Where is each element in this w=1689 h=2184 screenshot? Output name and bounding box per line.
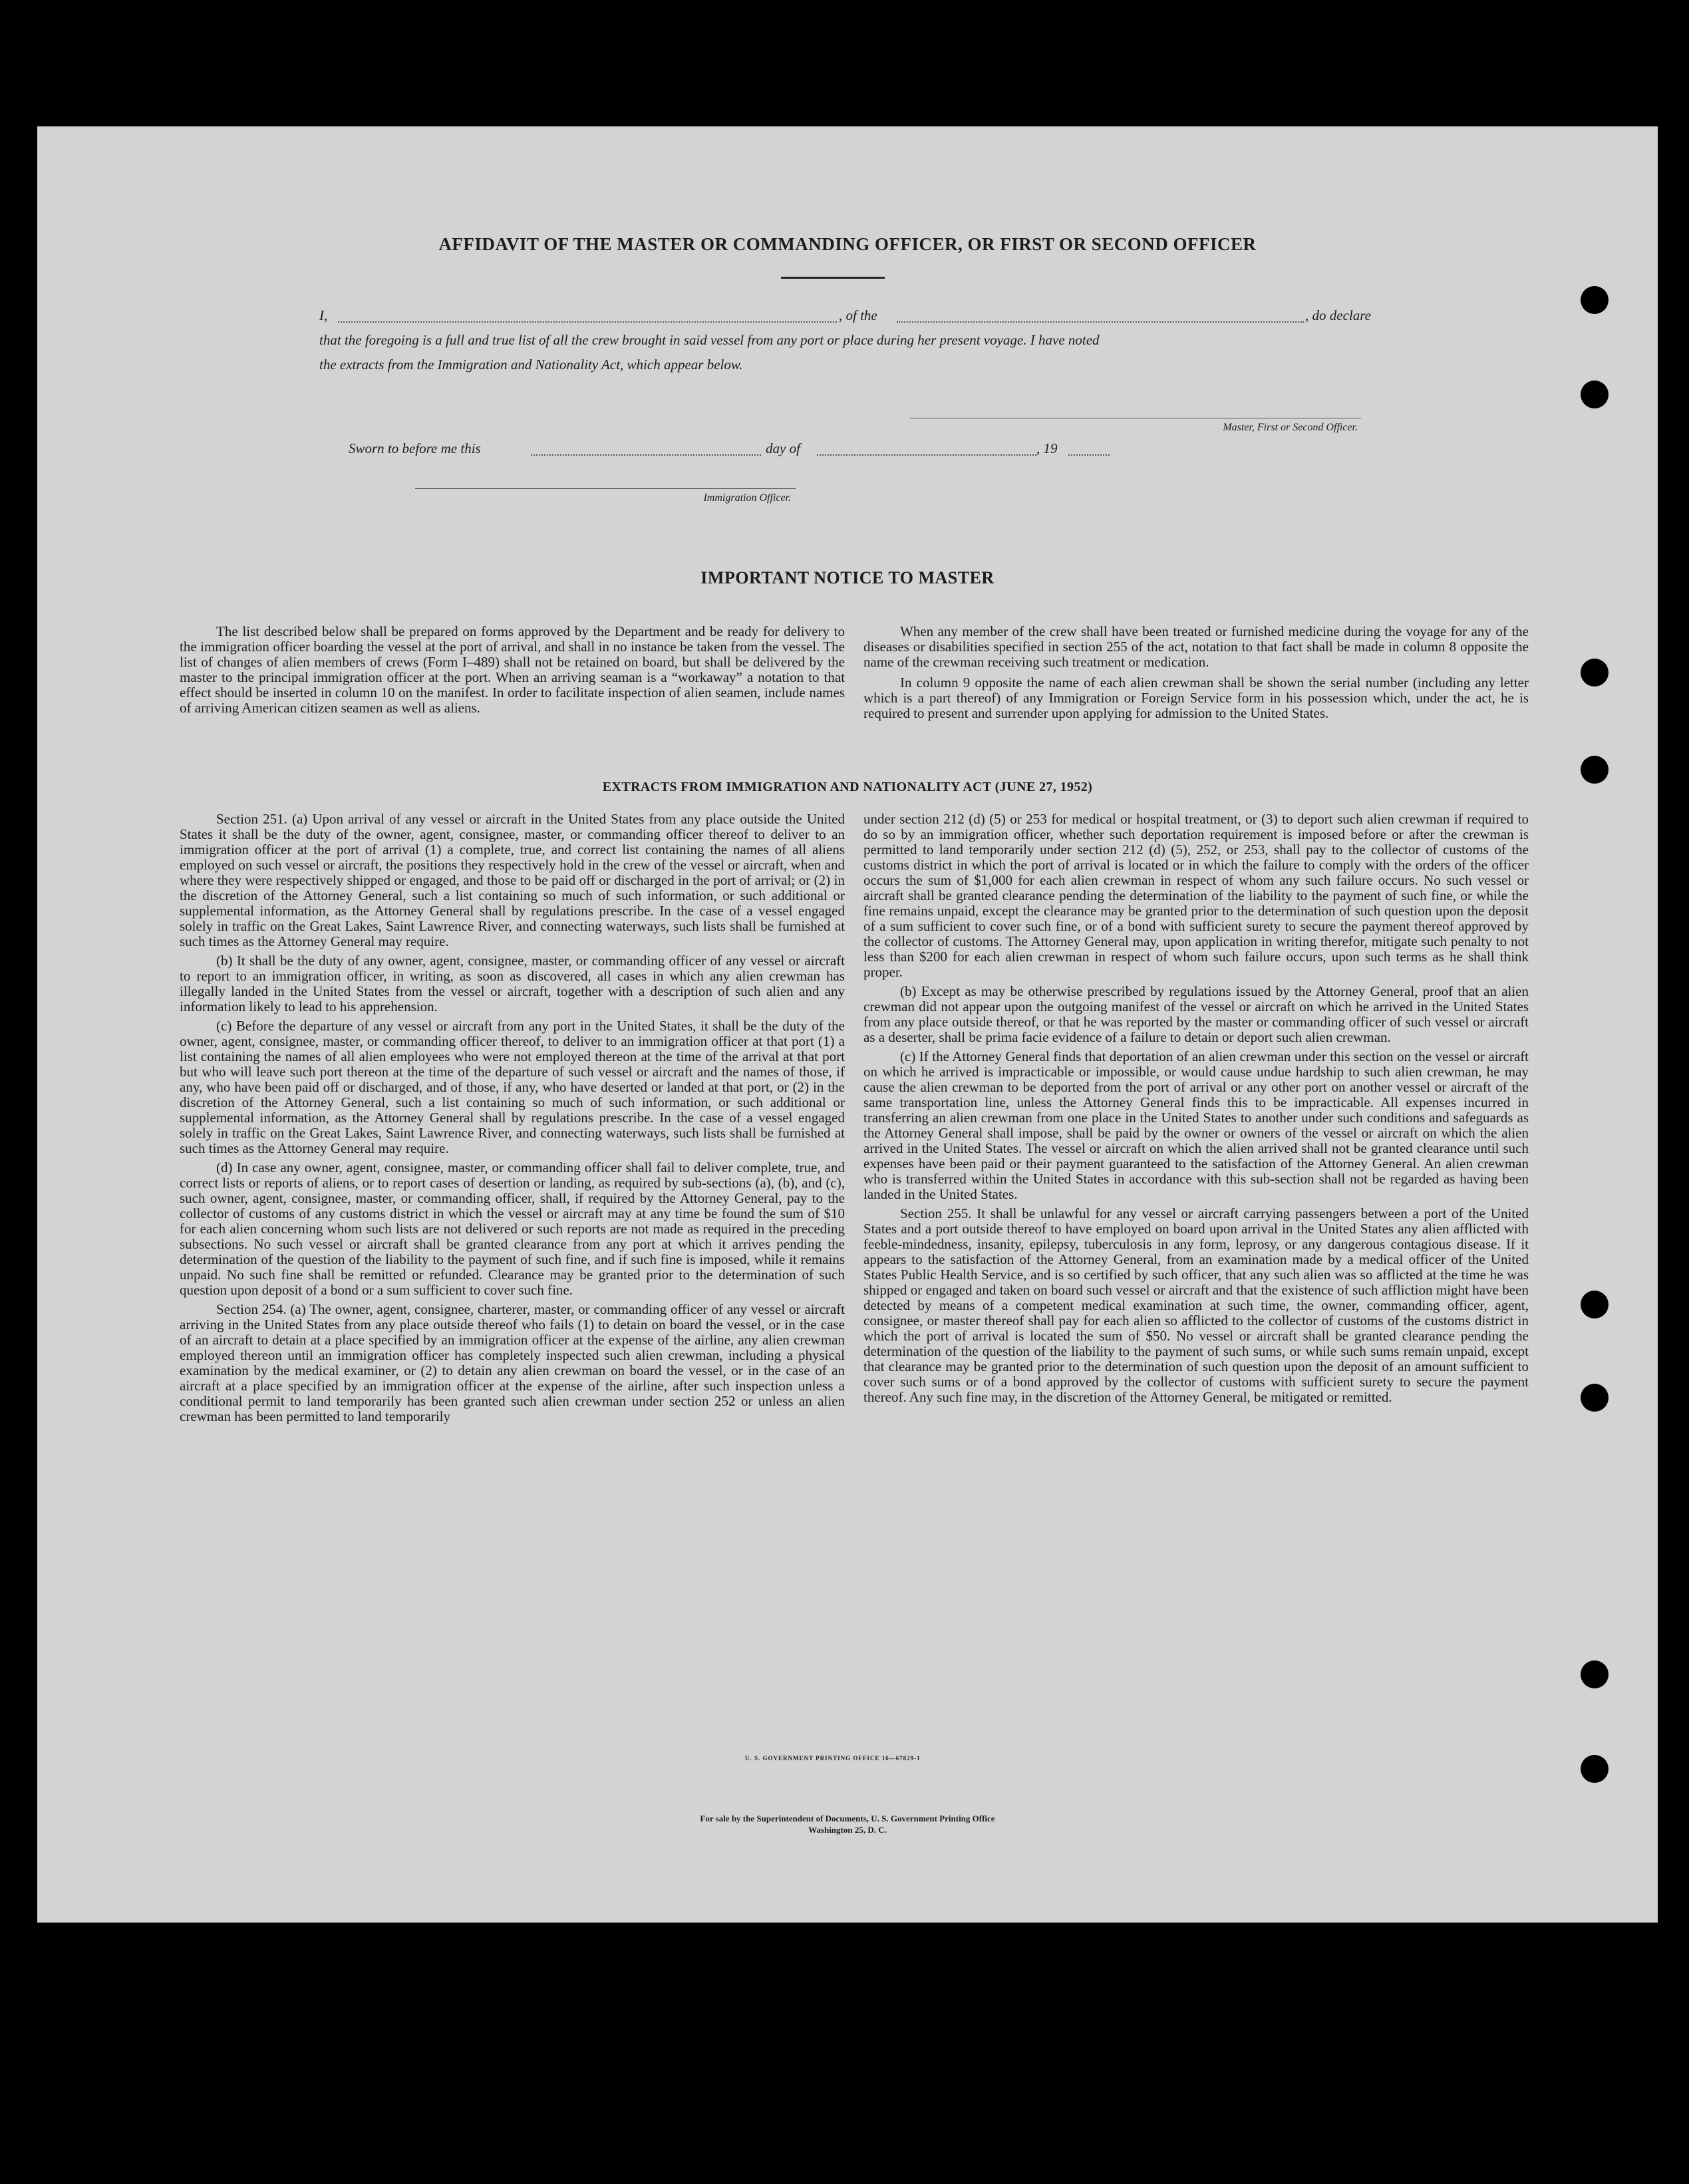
notice-left-paragraph: The list described below shall be prepared on forms approved by the Department and be ready for delivery to the immigration officer boarding the vessel at the port of arrival, and shall in no instance be taken from the vessel. The list of changes of alien members of crews (Form I–489) shall not be retained on board, but shall be delivered by the master to the principal immigration officer at the port. When an arriving seaman is a “workaway” a notation to that effect should be inserted in column 10 on the manifest. In order to facilitate inspection of alien seamen, include names of arriving American citizen seamen as well as aliens.: [180, 623, 845, 716]
section-254-a-continued: under section 212 (d) (5) or 253 for medical or hospital treatment, or (3) to deport such alien crewman if required to do so by an immigration officer, whether such deportation requirement is imposed before or after the crewman is permitted to land temporarily under section 212 (d) (5), 252, or 253, shall pay to the collector of customs of the customs district in which the port of arrival is located or in which the failure to comply with the orders of the officer occurs the sum of $1,000 for each alien crewman in respect of whom any such failure occurs. No such vessel or aircraft shall be granted clearance pending the determination of the liability to the payment of such fine, or while the fine remains unpaid, except the clearance may be granted prior to the determination of such question upon the deposit of a sum sufficient to cover such fine, or of a bond with sufficient surety to secure the payment thereof approved by the collector of customs. The Attorney General may, upon application in writing therefor, mitigate such penalty to not less than $200 for each alien crewman in respect of whom such failure occurs, upon such terms as he shall think proper.: [863, 811, 1529, 980]
vessel-field-line[interactable]: [897, 321, 1304, 323]
punch-hole: [1581, 659, 1609, 687]
section-254-b: (b) Except as may be otherwise prescribed by regulations issued by the Attorney General, proof that an alien crewman did not appear upon the outgoing manifest of the vessel or aircraft on which he arrived in the United States from any place outside thereof, or that he was reported by the master or commanding officer of such vessel or aircraft as a deserter, shall be prima facie evidence of a failure to detain or deport such alien crewman.: [863, 983, 1529, 1045]
extracts-left-column: [180, 812, 845, 1424]
title-rule: [781, 277, 885, 279]
day-of-label: day of: [766, 440, 800, 456]
gpo-imprint: U. S. GOVERNMENT PRINTING OFFICE 16—67829-1: [745, 1755, 921, 1762]
sworn-date-line[interactable]: [531, 454, 761, 456]
do-declare-label: , do declare: [1305, 307, 1371, 323]
section-251-d: (d) In case any owner, agent, consignee, master, or commanding officer shall fail to deliver complete, true, and correct lists or reports of aliens, or to report cases of desertion or landing, as required by sub-sections (a), (b), and (c), such owner, agent, consignee, master, or commanding officer, shall, if required by the Attorney General, pay to the collector of customs of any customs district in which the vessel or aircraft may at any time be found the sum of $10 for each alien concerning whom such lists are not delivered or such reports are not made as required in the preceding subsections. No such vessel or aircraft shall be granted clearance from any port at which it arrives pending the determination of the question of the liability to the payment of such fine, and if such fine is imposed, while it remains unpaid. No such fine shall be remitted or refunded. Clearance may be granted prior to the determination of such question upon deposit of a bond or a sum sufficient to cover such fine.: [180, 1160, 845, 1298]
notice-right-column: [863, 624, 1529, 721]
punch-hole: [1581, 756, 1609, 784]
section-254-c: (c) If the Attorney General finds that deportation of an alien crewman under this section on the vessel or aircraft on which he arrived is impracticable or impossible, or would cause undue hardship to such alien crewman, he may cause the alien crewman to be deported from the port of arrival or any other port on another vessel or aircraft of the same transportation line, unless the Attorney General finds this to be impracticable. All expenses incurred in transferring an alien crewman from one place in the United States to another under such conditions and safeguards as the Attorney General shall impose, shall be paid by the owner or owners of the vessel or aircraft on which the alien arrived in the United States. The vessel or aircraft on which the alien arrived shall not be granted clearance until such expenses have been paid or their payment guaranteed to the satisfaction of the Attorney General. An alien crewman who is transferred within the United States in accordance with this sub-section shall not be regarded as having been landed in the United States.: [863, 1048, 1529, 1202]
sale-notice-line-2: Washington 25, D. C.: [808, 1825, 887, 1835]
notice-title: IMPORTANT NOTICE TO MASTER: [700, 568, 995, 587]
of-the-label: , of the: [839, 307, 877, 323]
section-251-b: (b) It shall be the duty of any owner, agent, consignee, master, or commanding officer of any vessel or aircraft to report to an immigration officer, in writing, as soon as discovered, all cases in which any alien crewman has illegally landed in the United States from the vessel or aircraft, together with a description of such alien and any information likely to lead to his apprehension.: [180, 953, 845, 1014]
year-label: , 19: [1036, 440, 1058, 456]
notice-right-paragraph-1: When any member of the crew shall have been treated or furnished medicine during the voyage for any of the diseases or disabilities specified in section 255 of the act, notation to that fact shall be made in column 8 opposite the name of the crewman receiving such treatment or medication.: [863, 623, 1529, 670]
i-label: I,: [319, 307, 328, 323]
document-page: [37, 126, 1658, 1923]
sworn-label: Sworn to before me this: [349, 440, 481, 456]
officer-caption: Immigration Officer.: [703, 492, 791, 504]
notice-right-paragraph-2: In column 9 opposite the name of each alien crewman shall be shown the serial number (including any letter which is a part thereof) of any Immigration or Foreign Service form in his possession which, under the act, he is required to present and surrender upon applying for admission to the United States.: [863, 675, 1529, 721]
section-254-a: Section 254. (a) The owner, agent, consignee, charterer, master, or commanding officer of any vessel or aircraft arriving in the United States from any place outside thereof who fails (1) to detain on board the vessel, or in the case of an aircraft to detain at a place specified by an immigration officer at the expense of the airline, any alien crewman employed thereon until an immigration officer has completely inspected such alien crewman, including a physical examination by the medical examiner, or (2) to detain any alien crewman on board the vessel, or in the case of an aircraft at a place specified by an immigration officer at the expense of the airline, after such inspection unless a conditional permit to land temporarily has been granted such alien crewman under section 252 or unless an alien crewman has been permitted to land temporarily: [180, 1301, 845, 1424]
punch-hole: [1581, 286, 1609, 314]
extracts-title: EXTRACTS FROM IMMIGRATION AND NATIONALITY ACT (JUNE 27, 1952): [602, 780, 1093, 794]
section-255: Section 255. It shall be unlawful for any vessel or aircraft carrying passengers between a port of the United States and a port outside thereof to have employed on board upon arrival in the United States any alien afflicted with feeble-mindedness, insanity, epilepsy, tuberculosis in any form, leprosy, or any dangerous contagious disease. If it appears to the satisfaction of the Attorney General, from an examination made by a medical officer of the United States Public Health Service, and is so certified by such officer, that any such alien was so afflicted at the time he was shipped or engaged and taken on board such vessel or aircraft and that the existence of such affliction might have been detected by means of a competent medical examination at such time, the owner, commanding officer, agent, consignee, or master thereof shall pay for each alien so afflicted to the collector of customs of the customs district in which the port of arrival is located the sum of $50. No vessel or aircraft shall be granted clearance pending the determination of the question of the liability to the payment of such sums, or while such sums remain unpaid, except that clearance may be granted prior to the determination of such question upon the deposit of an amount sufficient to cover such sums or of a bond approved by the collector of customs with sufficient surety to secure the payment thereof. Any such fine may, in the discretion of the Attorney General, be mitigated or remitted.: [863, 1205, 1529, 1405]
punch-hole: [1581, 1660, 1609, 1688]
section-251-a: Section 251. (a) Upon arrival of any vessel or aircraft in the United States from any place outside the United States it shall be the duty of the owner, agent, consignee, master, or commanding officer thereof to deliver to an immigration officer at the port of arrival (1) a complete, true, and correct list containing the names of all aliens employed on such vessel or aircraft, the positions they respectively hold in the crew of the vessel or aircraft, when and where they were respectively shipped or engaged, and those to be paid off or discharged in the port of arrival; or (2) in the discretion of the Attorney General, such a list containing so much of such information, or such additional or supplemental information, as the Attorney General shall by regulations prescribe. In the case of a vessel engaged solely in traffic on the Great Lakes, Saint Lawrence River, and connecting waterways, such lists shall be furnished at such times as the Attorney General may require.: [180, 811, 845, 949]
name-field-line[interactable]: [338, 321, 837, 323]
declaration-line-3: the extracts from the Immigration and Nationality Act, which appear below.: [319, 357, 743, 373]
punch-hole: [1581, 381, 1609, 408]
notice-left-column: [180, 624, 845, 716]
officer-signature-line[interactable]: [415, 488, 796, 489]
master-caption: Master, First or Second Officer.: [1223, 422, 1358, 433]
month-field-line[interactable]: [817, 454, 1036, 456]
section-251-c: (c) Before the departure of any vessel or aircraft from any port in the United States, it shall be the duty of the owner, agent, consignee, master, or commanding officer thereof, to deliver to an immigration officer at that port (1) a list containing the names of all alien employees who were not employed thereon at the time of the arrival at that port but who will leave such port thereon at the time of the departure of such vessel or aircraft and the names of those, if any, who have been paid off or discharged, and of those, if any, who have deserted or landed at that port, or (2) in the discretion of the Attorney General, such a list containing so much of such information, or such additional or supplemental information, as the Attorney General shall by regulations prescribe. In the case of a vessel engaged solely in traffic on the Great Lakes, Saint Lawrence River, and connecting waterways, such lists shall be furnished at such times as the Attorney General may require.: [180, 1018, 845, 1156]
sale-notice-line-1: For sale by the Superintendent of Documents, U. S. Government Printing Office: [700, 1813, 995, 1823]
punch-hole: [1581, 1384, 1609, 1412]
year-field-line[interactable]: [1068, 454, 1110, 456]
extracts-right-column: [863, 812, 1529, 1405]
declaration-line-2: that the foregoing is a full and true list of all the crew brought in said vessel from any port or place during her present voyage. I have noted: [319, 332, 1100, 348]
affidavit-title: AFFIDAVIT OF THE MASTER OR COMMANDING OFFICER, OR FIRST OR SECOND OFFICER: [438, 234, 1257, 254]
punch-hole: [1581, 1755, 1609, 1783]
punch-hole: [1581, 1291, 1609, 1319]
